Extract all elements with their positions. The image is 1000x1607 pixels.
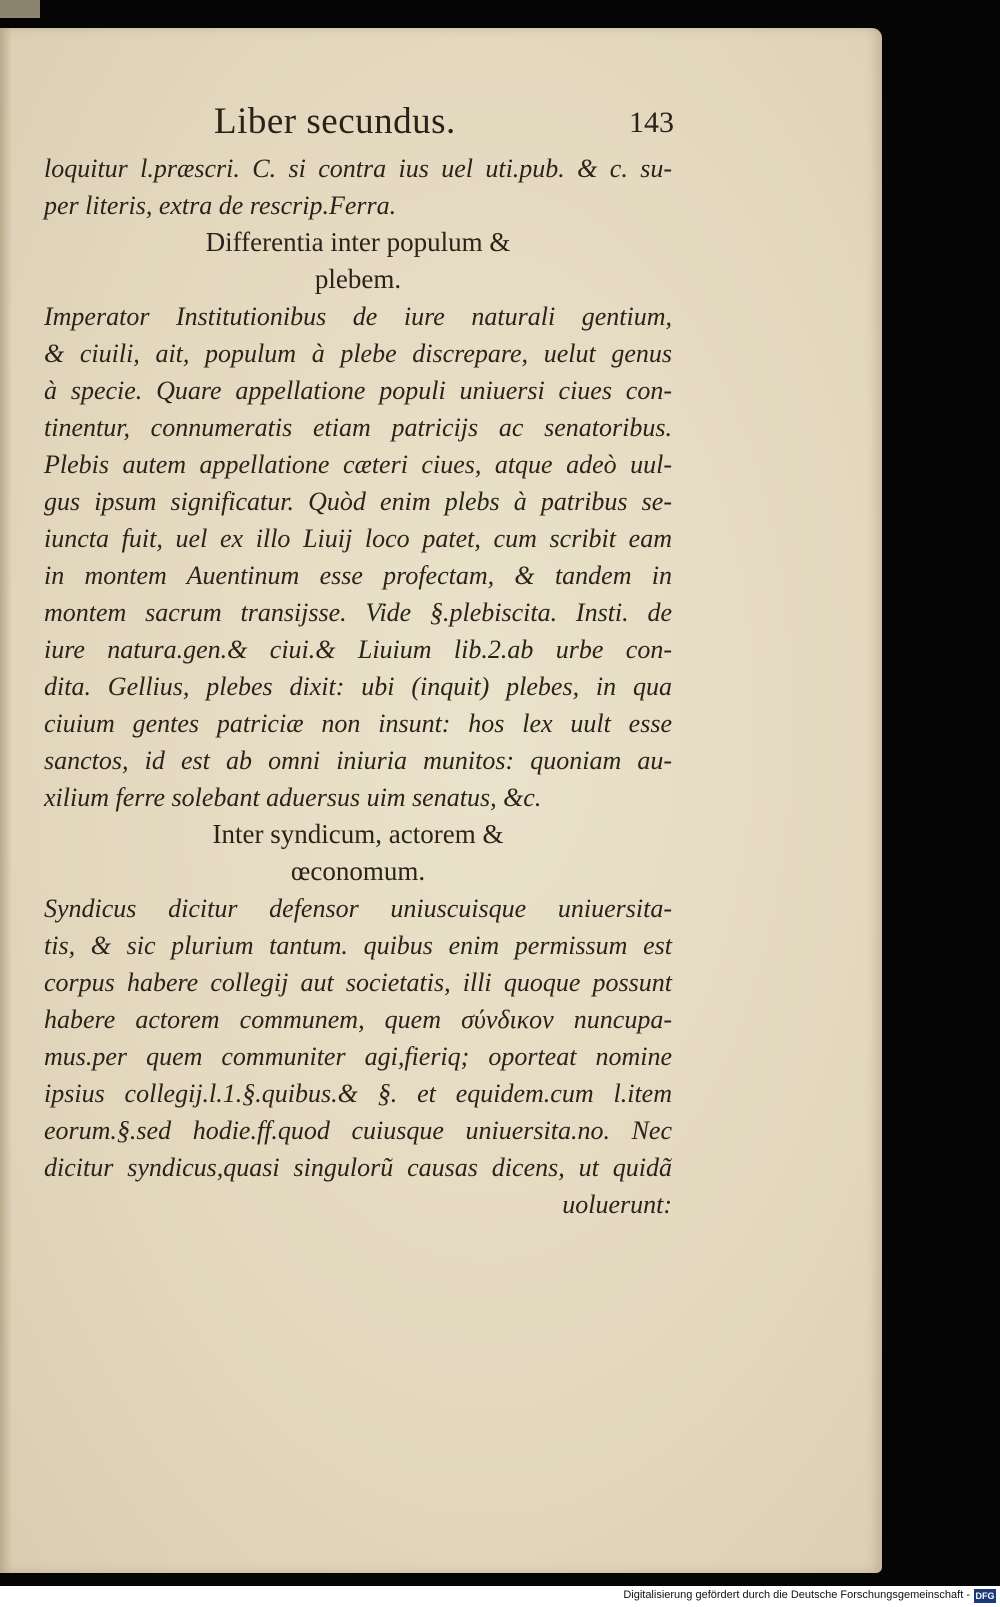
text-line: Syndicus dicitur defensor uniuscuisque uniuersita- [44, 894, 672, 923]
text-line: Plebis autem appellatione cæteri ciues, atque adeò uul- [44, 450, 672, 479]
footer-bar [0, 1586, 1000, 1607]
page-gutter-shadow [0, 28, 12, 1573]
text-line: dicitur syndicus,quasi singulorũ causas dicens, ut quidã [44, 1153, 672, 1182]
text-line: à specie. Quare appellatione populi uniuersi ciues con- [44, 376, 672, 405]
text-line: per literis, extra de rescrip.Ferra. [44, 191, 397, 220]
page-tab [0, 0, 40, 18]
footer-credit: Digitalisierung gefördert durch die Deutsche Forschungsgemeinschaft - [623, 1589, 970, 1601]
text-line: mus.per quem communiter agi,fieriq; oporteat nomine [44, 1042, 672, 1071]
running-head [44, 100, 684, 150]
text-line: ipsius collegij.l.1.§.quibus.& §. et equidem.cum l.item [44, 1079, 672, 1108]
running-title: Liber secundus. [214, 101, 456, 142]
text-line: loquitur l.præscri. C. si contra ius uel uti.pub. & c. su- [44, 154, 672, 183]
text-line: & ciuili, ait, populum à plebe discrepare, uelut genus [44, 339, 672, 368]
text-line: ciuium gentes patriciæ non insunt: hos lex uult esse [44, 709, 672, 738]
text-line: tinentur, connumeratis etiam patricijs ac senatoribus. [44, 413, 672, 442]
text-line: in montem Auentinum esse profectam, & tandem in [44, 561, 672, 590]
text-block [44, 150, 672, 1223]
text-line: eorum.§.sed hodie.ff.quod cuiusque uniuersita.no. Nec [44, 1116, 672, 1145]
text-line: xilium ferre solebant aduersus uim senatus, &c. [44, 783, 542, 812]
text-line: montem sacrum transijsse. Vide §.plebiscita. Insti. de [44, 598, 672, 627]
text-line: iure natura.gen.& ciui.& Liuium lib.2.ab urbe con- [44, 635, 672, 664]
section-heading: œconomum. [290, 856, 426, 886]
text-line: iuncta fuit, uel ex illo Liuij loco patet, cum scribit eam [44, 524, 672, 553]
section-heading: Inter syndicum, actorem & [212, 819, 504, 849]
text-line: dita. Gellius, plebes dixit: ubi (inquit) plebes, in qua [44, 672, 672, 701]
text-line: corpus habere collegij aut societatis, illi quoque possunt [44, 968, 672, 997]
text-line: sanctos, id est ab omni iniuria munitos: quoniam au- [44, 746, 672, 775]
section-heading: plebem. [314, 264, 402, 294]
dfg-logo: DFG [975, 1591, 995, 1601]
text-line: tis, & sic plurium tantum. quibus enim permissum est [44, 931, 672, 960]
section-heading: Differentia inter populum & [205, 227, 511, 257]
text-line: habere actorem communem, quem σύνδικον nuncupa- [44, 1005, 672, 1034]
text-line: gus ipsum significatur. Quòd enim plebs à patribus se- [44, 487, 672, 516]
text-line: Imperator Institutionibus de iure naturali gentium, [44, 302, 672, 331]
catchword-line: uoluerunt: [562, 1190, 672, 1219]
folio-number: 143 [629, 106, 674, 139]
